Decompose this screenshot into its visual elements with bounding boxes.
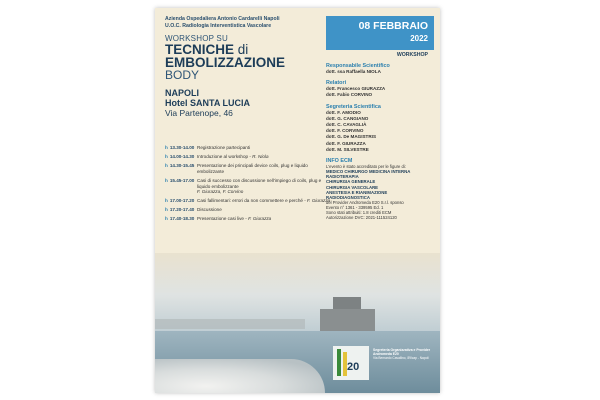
program-bullet: h: [165, 177, 168, 183]
program-time: 15.45-17.00: [169, 177, 195, 183]
info-figure: RADIODIAGNOSTICA: [326, 195, 370, 201]
program-bullet: h: [165, 207, 168, 213]
info-provider: del Provider Andromeda E20 S.r.l. sponso: [326, 200, 404, 206]
org-line-2: U.O.C. Radiologia Interventistica Vascolare: [165, 22, 272, 29]
segreteria-name: dott. M. SILVESTRE: [326, 146, 369, 152]
program-row: [165, 154, 335, 160]
andromeda-e20-logo: [333, 346, 369, 380]
program-desc: Presentazione dei principali device coils, plug e liquido embolizzante: [197, 162, 308, 174]
sponsor-block: [373, 348, 433, 360]
info-figure: CHIRURGIA VASCOLARE: [326, 184, 379, 190]
sponsor-name: Andromeda E20: [373, 352, 399, 357]
program-row: [165, 163, 335, 175]
title-word-1: TECNICHE: [165, 42, 235, 57]
segreteria-title: Segreteria Scientifica: [326, 103, 381, 110]
venue-street: Via Partenope, 46: [165, 108, 233, 118]
title-pre: WORKSHOP SU: [165, 34, 228, 43]
logo-bar-green: [337, 349, 341, 376]
program-row: [165, 216, 335, 222]
info-event: Evento n° 1361 - 339595 Ed. 1: [326, 205, 384, 211]
venue-hotel: Hotel SANTA LUCIA: [165, 98, 250, 108]
segreteria-name: dott. F. GIURAZZA: [326, 140, 366, 146]
program-bullet: h: [165, 198, 168, 204]
info-figure: ANESTESIA E RIANIMAZIONE: [326, 189, 388, 195]
relatore-name: dott. Fabio CORVINO: [326, 92, 373, 98]
program-bullet: h: [165, 145, 168, 150]
program-bullet: h: [165, 153, 168, 159]
program-speaker: F. Giurazza: [248, 216, 272, 222]
segreteria-name: dott. G. CANGIANO: [326, 115, 369, 121]
org-line-1: Azienda Ospedaliera Antonio Cardarelli Napoli: [165, 16, 280, 22]
program-speaker: F. Giurazza, F. Corvino: [197, 189, 244, 195]
event-date: 08 FEBBRAIO: [358, 20, 428, 32]
poster: [155, 8, 440, 393]
program-row: [165, 145, 335, 151]
program-time: 17.00-17.20: [169, 198, 195, 204]
sponsor-address: Via Bernardo Cavallino, 89/cap - Napoli: [373, 356, 429, 361]
program-desc: Introduzione al workshop -: [197, 153, 251, 159]
program-bullet: h: [165, 162, 168, 168]
segreteria-name: dott. G. De MAGISTRIS: [326, 134, 377, 140]
program-desc: Discussione: [197, 207, 222, 213]
program-row: [165, 178, 335, 195]
left-column: [165, 16, 325, 118]
relatori-title: Relatori: [326, 80, 347, 87]
segreteria-name: dott. F. CORVINO: [326, 128, 364, 134]
program-time: 14.00-14.30: [169, 153, 195, 159]
program-row: [165, 198, 335, 204]
program-desc: Casi di successo con discussione nell'impiego di coils, plug e liquido embolizzante: [197, 177, 322, 189]
program-desc: Registrazione partecipanti: [197, 145, 251, 150]
program-row: [165, 207, 335, 213]
castel-dell-ovo-photo: [155, 253, 440, 393]
program-desc: Casi fallimentari: errori da non commettere e perché -: [197, 198, 306, 204]
info-title: INFO ECM: [326, 158, 353, 165]
program-list: [165, 145, 335, 225]
venue-city: NAPOLI: [165, 88, 200, 98]
program-time: 17.20-17.40: [169, 207, 195, 213]
responsabile-name: dott. ssa Raffaella NIOLA: [326, 69, 381, 74]
program-time: 13.30-14.00: [169, 145, 195, 150]
segreteria-name: dott. F. AMODIO: [326, 109, 361, 115]
segreteria-name: dott. C. CAVAGLIÀ: [326, 122, 367, 128]
title-line-2: EMBOLIZZAZIONE: [165, 55, 285, 70]
responsabile-title: Responsabile Scientifico: [326, 63, 390, 69]
event-year: 2022: [410, 34, 428, 43]
right-column: [326, 16, 434, 220]
info-figure: RADIOTERAPIA: [326, 174, 359, 180]
rocks-shape: [155, 359, 325, 393]
program-time: 17.40-18.30: [169, 216, 195, 222]
skyline-shape: [155, 319, 305, 329]
program-time: 14.30-15.45: [169, 162, 195, 168]
info-figure: MEDICO CHIRURGO MEDICINA INTERNA: [326, 169, 411, 175]
workshop-label: WORKSHOP: [396, 52, 428, 58]
program-speaker: R. Niola: [252, 153, 269, 159]
info-credits: Sono stati attribuiti: 1.8 crediti ECM: [326, 210, 392, 216]
info-figure: CHIRURGIA GENERALE: [326, 179, 376, 185]
info-intro: L'evento è stato accreditato per le figure di:: [326, 164, 406, 170]
program-desc: Presentazione casi live -: [197, 216, 247, 222]
date-banner: [326, 16, 434, 50]
logo-text: 20: [347, 361, 360, 373]
relatore-name: dott. Francesco GIURAZZA: [326, 86, 386, 92]
info-authorization: Autorizzazione DVC: 2021-111524120: [326, 215, 397, 221]
program-speaker: F. Giurazza: [307, 198, 331, 204]
title-word-di: di: [237, 42, 249, 57]
title-line-3: BODY: [165, 68, 200, 82]
program-bullet: h: [165, 216, 168, 222]
sponsor-title: Segreteria Organizzativa e Provider: [373, 348, 431, 352]
